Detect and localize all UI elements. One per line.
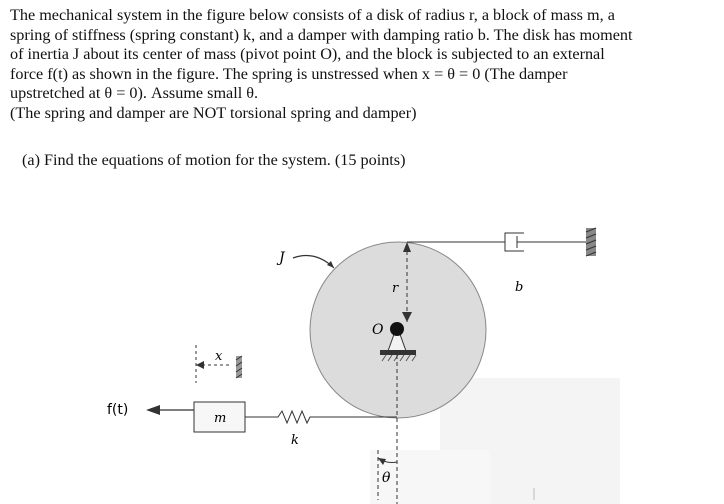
pivot-point	[390, 322, 404, 336]
problem-statement	[10, 6, 716, 124]
label-theta: θ	[382, 470, 391, 486]
arrowhead-icon	[196, 361, 204, 369]
mechanical-system-figure	[0, 200, 724, 504]
spring	[245, 411, 311, 423]
arrowhead-icon	[146, 405, 160, 415]
part-a-question: (a) Find the equations of motion for the system. (15 points)	[22, 151, 406, 169]
moment-of-inertia-arrow	[293, 256, 334, 268]
arrowhead-icon	[327, 261, 334, 268]
problem-line-5: upstretched at θ = 0). Assume small θ.	[10, 84, 259, 103]
label-J: J	[279, 250, 285, 266]
problem-line-6: (The spring and damper are NOT torsional spring and damper)	[10, 103, 417, 122]
problem-line-2: spring of stiffness (spring constant) k, and a damper with damping ratio b. The disk has moment	[10, 25, 633, 44]
label-force: f(t)	[107, 402, 129, 418]
pivot-base	[380, 350, 416, 355]
label-m: m	[214, 411, 227, 426]
damper	[505, 233, 586, 251]
problem-line-4: force f(t) as shown in the figure. The spring is unstressed when x = θ = 0 (The damper	[10, 64, 568, 83]
label-x: x	[215, 349, 223, 364]
problem-line-1: The mechanical system in the figure below consists of a disk of radius r, a block of mass m, a	[10, 6, 615, 24]
label-r: r	[392, 281, 399, 296]
label-b: b	[515, 280, 524, 295]
label-k: k	[291, 433, 299, 448]
label-O: O	[372, 322, 384, 338]
problem-line-3: of inertia J about its center of mass (pivot point O), and the block is subjected to an external	[10, 45, 605, 64]
